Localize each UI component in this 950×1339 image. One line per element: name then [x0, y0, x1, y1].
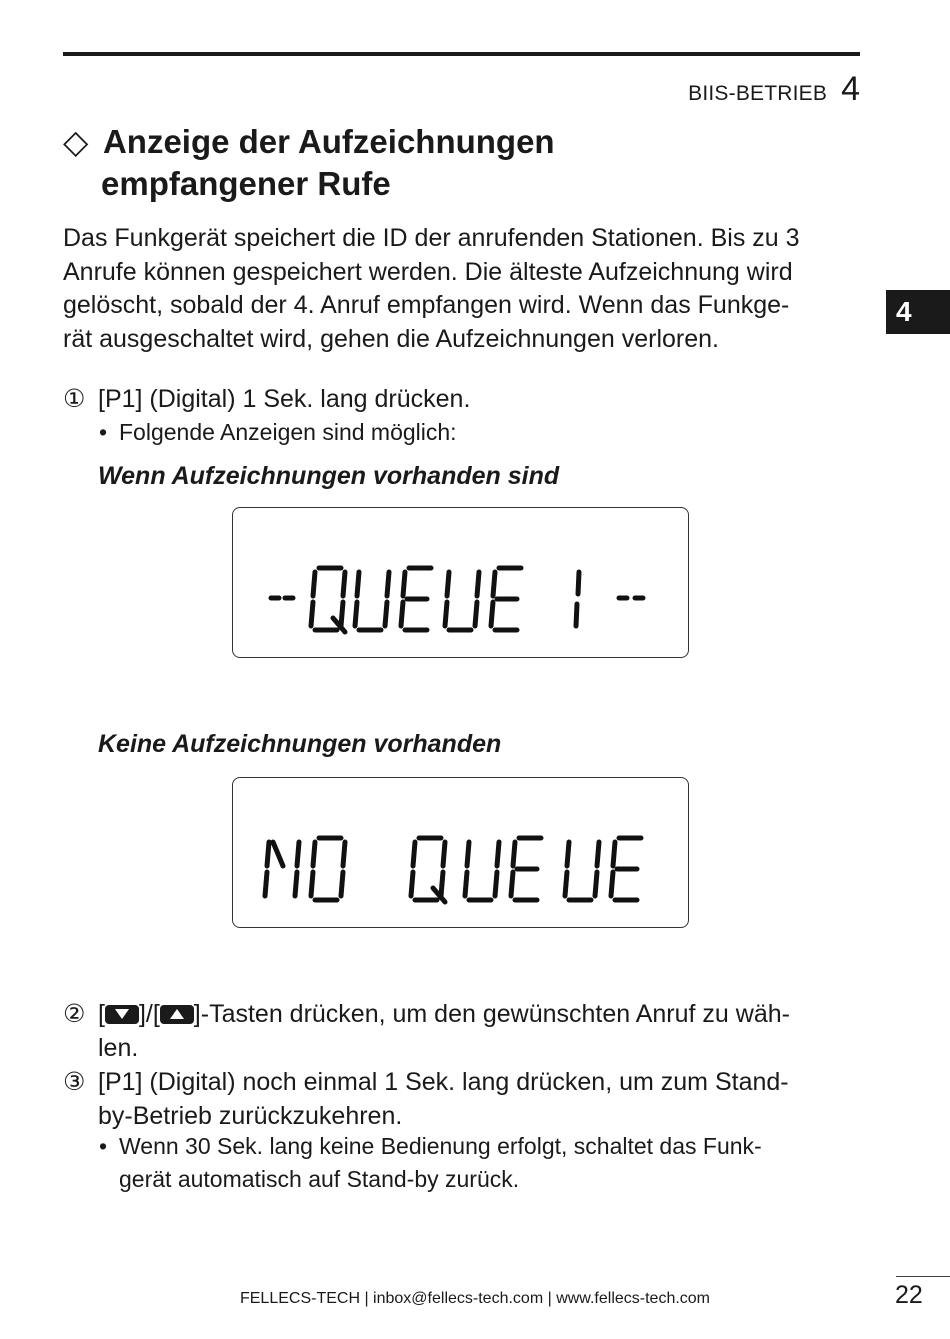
step-number: ①: [63, 385, 86, 413]
case-heading-records: Wenn Aufzeichnungen vorhanden sind: [98, 462, 560, 490]
page-number: 22: [895, 1281, 923, 1309]
title-line-2: empfangener Rufe: [101, 165, 391, 202]
page-number-rule: [896, 1276, 950, 1277]
intro-line: rät ausgeschaltet wird, gehen die Aufzeichnungen verloren.: [63, 324, 719, 353]
chapter-tab: 4: [886, 290, 950, 334]
intro-line: Das Funkgerät speichert die ID der anrufenden Stationen. Bis zu 3: [63, 224, 800, 252]
top-rule: [63, 52, 860, 56]
section-title: [63, 121, 555, 205]
step-number: ②: [63, 1000, 86, 1028]
lcd-display-no-queue: [232, 777, 689, 928]
step-text: [P1] (Digital) noch einmal 1 Sek. lang drücken, um zum Stand- by-Betrieb zurückzukehren.: [98, 1068, 789, 1130]
lcd-segment-art: [233, 508, 688, 657]
title-line-1: Anzeige der Aufzeichnungen: [102, 123, 555, 160]
diamond-icon: ◇: [63, 123, 89, 160]
lcd-segment-art: [233, 778, 688, 927]
down-key-icon: [105, 1005, 139, 1024]
lcd-display-queue: [232, 507, 689, 658]
step-text: [ ]/[ ]-Tasten drücken, um den gewünschten Anruf zu wäh- len.: [98, 1000, 790, 1062]
step-number: ③: [63, 1068, 86, 1096]
case-heading-no-records: Keine Aufzeichnungen vorhanden: [98, 730, 502, 758]
chapter-number: 4: [841, 70, 860, 108]
footer-contact: FELLECS-TECH | inbox@fellecs-tech.com | www.fellecs-tech.com: [239, 1290, 711, 1307]
step-text: [P1] (Digital) 1 Sek. lang drücken.: [98, 385, 471, 413]
step-1: [63, 382, 860, 416]
bullet-dot: •: [99, 1133, 108, 1159]
bullet-text: Folgende Anzeigen sind möglich:: [119, 419, 457, 445]
section-label: BIIS-BETRIEB: [688, 82, 828, 105]
step-3: [63, 1065, 860, 1130]
lcd-readout: [233, 508, 234, 509]
up-key-icon: [160, 1005, 194, 1024]
bullet-dot: •: [99, 419, 108, 445]
intro-paragraph: [63, 222, 860, 356]
intro-line: gelöscht, sobald der 4. Anruf empfangen wird. Wenn das Funkge-: [63, 291, 790, 319]
intro-line: Anrufe können gespeichert werden. Die älteste Aufzeichnung wird: [63, 257, 793, 286]
step-2: [63, 997, 860, 1062]
bullet-text: Wenn 30 Sek. lang keine Bedienung erfolgt, schaltet das Funk- gerät automatisch auf Stand-by zurück.: [119, 1133, 762, 1192]
running-head: [688, 70, 860, 109]
lcd-readout: [233, 778, 234, 779]
